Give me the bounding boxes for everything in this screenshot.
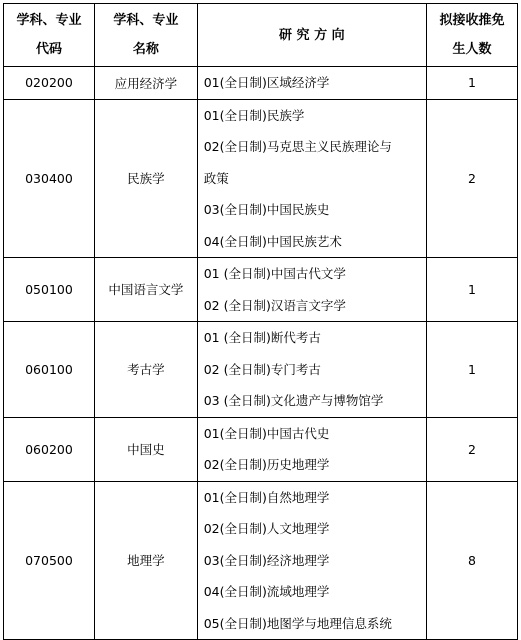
table-row: [4, 258, 518, 322]
header-direction: 研 究 方 向: [197, 4, 426, 67]
name-cell: 民族学: [94, 99, 197, 258]
direction-item: 03(全日制)中国民族史: [203, 202, 330, 217]
quota-cell: 1: [426, 322, 517, 418]
direction-item: 01(全日制)区域经济学: [203, 75, 330, 90]
table-row: [4, 99, 518, 258]
direction-cell: [197, 322, 426, 418]
code-cell: 060100: [4, 322, 95, 418]
direction-item: 政策: [203, 170, 229, 186]
direction-cell: [197, 99, 426, 258]
header-name: 学科、专业名称: [94, 4, 197, 67]
direction-item: 01(全日制)民族学: [203, 107, 305, 123]
header-quota: 拟接收推免生人数: [426, 4, 517, 67]
name-cell: 中国语言文学: [94, 258, 197, 322]
table-row: [4, 322, 518, 418]
code-cell: 060200: [4, 417, 95, 481]
name-cell: 地理学: [94, 481, 197, 640]
table-row: [4, 481, 518, 640]
direction-item: 02(全日制)马克思主义民族理论与: [203, 139, 392, 154]
direction-item: 04(全日制)流域地理学: [203, 584, 330, 599]
direction-item: 04(全日制)中国民族艺术: [203, 233, 342, 249]
name-cell: 考古学: [94, 322, 197, 418]
code-cell: 020200: [4, 67, 95, 100]
direction-item: 03(全日制)经济地理学: [203, 552, 330, 568]
code-cell: 050100: [4, 258, 95, 322]
direction-cell: [197, 258, 426, 322]
direction-item: 01(全日制)自然地理学: [203, 489, 330, 505]
name-cell: 中国史: [94, 417, 197, 481]
direction-item: 05(全日制)地图学与地理信息系统: [203, 615, 392, 631]
direction-item: 02 (全日制)专门考古: [203, 361, 321, 377]
direction-item: 03 (全日制)文化遗产与博物馆学: [203, 393, 384, 408]
header-row: [4, 4, 518, 67]
quota-cell: 1: [426, 258, 517, 322]
direction-item: 01(全日制)中国古代史: [203, 425, 330, 441]
table-row: [4, 417, 518, 481]
admission-table: [3, 3, 518, 640]
direction-item: 02(全日制)人文地理学: [203, 521, 330, 536]
quota-cell: 8: [426, 481, 517, 640]
direction-item: 01 (全日制)断代考古: [203, 330, 321, 345]
quota-cell: 2: [426, 417, 517, 481]
direction-item: 02 (全日制)汉语言文字学: [203, 297, 346, 313]
direction-cell: [197, 67, 426, 100]
code-cell: 070500: [4, 481, 95, 640]
direction-item: 01 (全日制)中国古代文学: [203, 266, 346, 281]
code-cell: 030400: [4, 99, 95, 258]
table-row: [4, 67, 518, 100]
name-cell: 应用经济学: [94, 67, 197, 100]
direction-item: 02(全日制)历史地理学: [203, 457, 330, 472]
direction-cell: [197, 417, 426, 481]
quota-cell: 1: [426, 67, 517, 100]
direction-cell: [197, 481, 426, 640]
quota-cell: 2: [426, 99, 517, 258]
header-code: 学科、专业代码: [4, 4, 95, 67]
